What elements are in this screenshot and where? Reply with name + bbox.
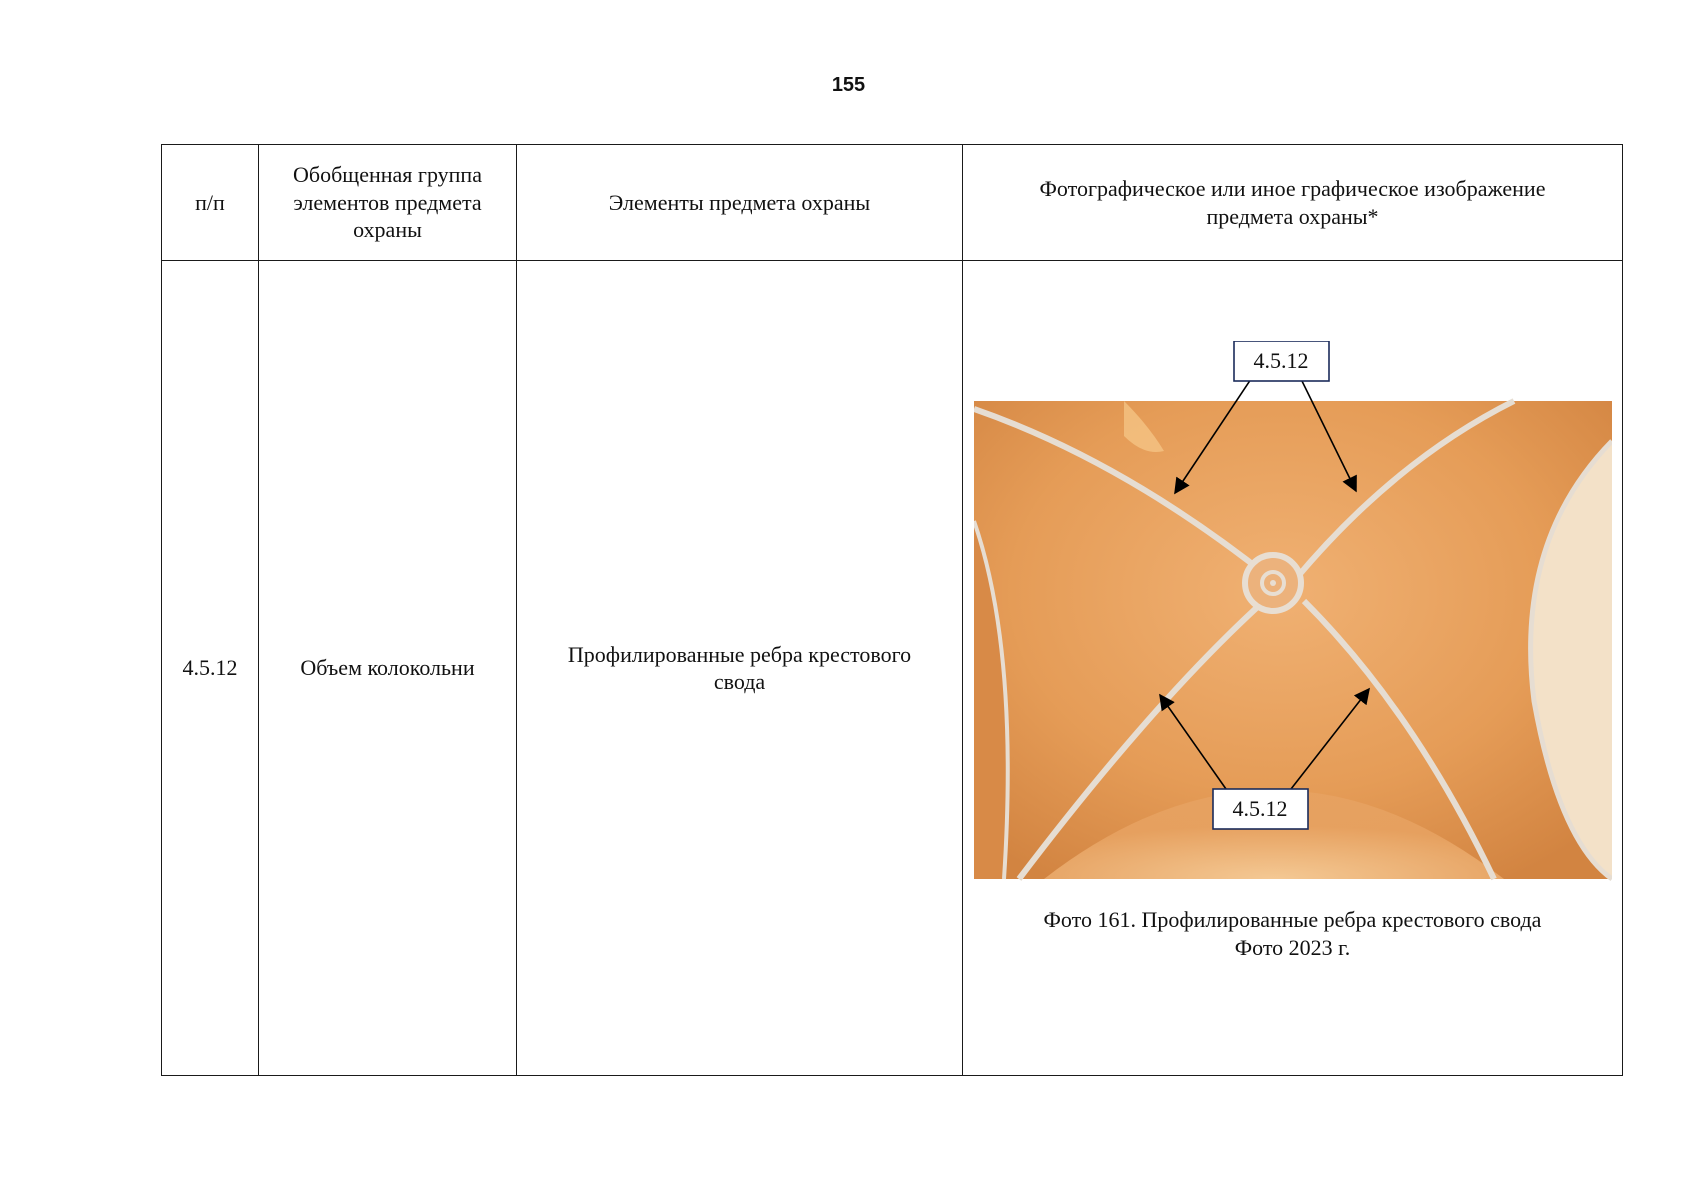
header-elements: Элементы предмета охраны xyxy=(517,145,963,261)
caption-line-1: Фото 161. Профилированные ребра крестового свода xyxy=(1043,907,1542,932)
table-row xyxy=(162,261,1623,1076)
heritage-elements-table xyxy=(161,144,1623,1076)
callout-bottom-label: 4.5.12 xyxy=(1232,796,1288,821)
photo-cell xyxy=(963,261,1623,1076)
vault-photo xyxy=(974,341,1612,957)
header-image: Фотографическое или иное графическое изображение предмета охраны* xyxy=(963,145,1623,261)
cross-vault-photo-image xyxy=(974,341,1612,901)
header-index: п/п xyxy=(162,145,259,261)
caption-line-2: Фото 2023 г. xyxy=(1234,934,1351,960)
callout-top-label: 4.5.12 xyxy=(1253,348,1309,373)
header-group: Обобщенная группа элементов предмета охраны xyxy=(259,145,517,261)
row-element: Профилированные ребра крестового свода xyxy=(517,261,963,1076)
row-group: Объем колокольни xyxy=(259,261,517,1076)
photo-caption xyxy=(963,906,1622,961)
table-header-row xyxy=(162,145,1623,261)
row-index: 4.5.12 xyxy=(162,261,259,1076)
page-number: 155 xyxy=(831,74,866,96)
